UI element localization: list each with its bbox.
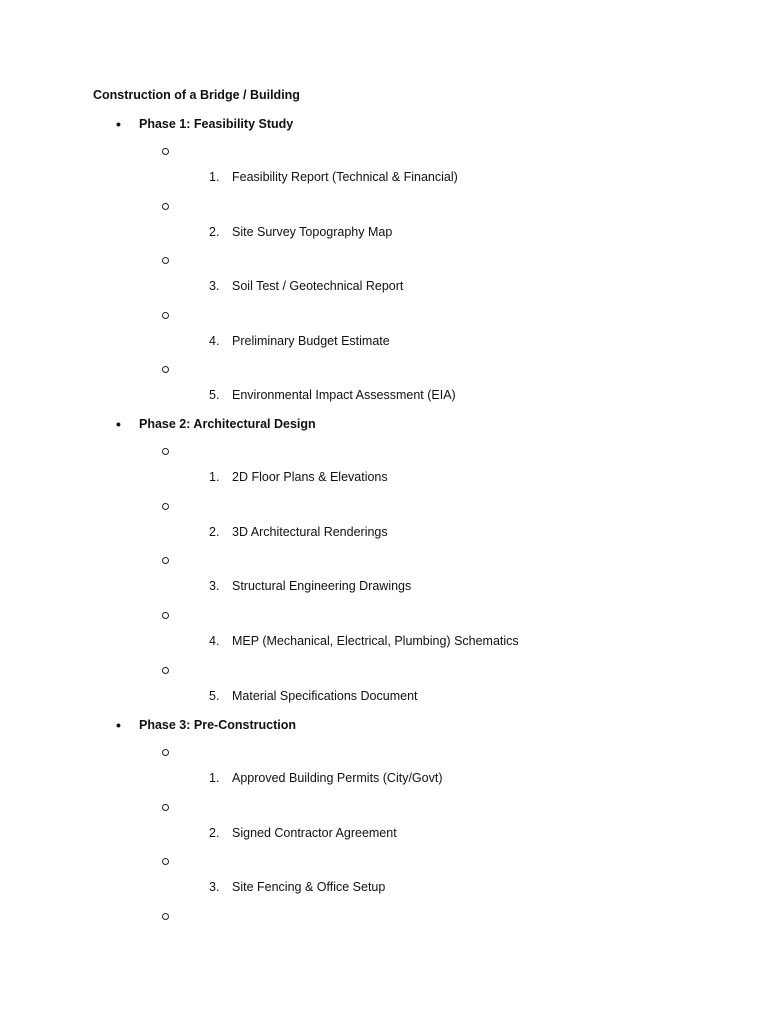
- item-text: Structural Engineering Drawings: [232, 579, 412, 593]
- hollow-circle-icon: [162, 612, 169, 619]
- hollow-circle-icon: [162, 503, 169, 510]
- hollow-circle-icon: [162, 858, 169, 865]
- list-item: [0, 635, 768, 651]
- item-text: Soil Test / Geotechnical Report: [232, 279, 404, 293]
- bullet-icon: •: [116, 717, 121, 733]
- hollow-circle-icon: [162, 557, 169, 564]
- item-text: Signed Contractor Agreement: [232, 826, 397, 840]
- item-number: 3.: [209, 279, 220, 293]
- phase-label: Phase 3: Pre-Construction: [139, 718, 296, 732]
- hollow-circle-icon: [162, 667, 169, 674]
- document-title: Construction of a Bridge / Building: [93, 88, 300, 102]
- phase-2-heading: [0, 417, 768, 433]
- item-number: 4.: [209, 634, 220, 648]
- item-text: 3D Architectural Renderings: [232, 525, 388, 539]
- item-text: MEP (Mechanical, Electrical, Plumbing) Schematics: [232, 634, 519, 648]
- hollow-circle-icon: [162, 448, 169, 455]
- item-number: 1.: [209, 470, 220, 484]
- bullet-icon: •: [116, 416, 121, 432]
- hollow-circle-icon: [162, 312, 169, 319]
- item-number: 1.: [209, 170, 220, 184]
- list-item: [0, 580, 768, 596]
- list-item: [0, 280, 768, 296]
- list-item: [0, 471, 768, 487]
- list-item: [0, 389, 768, 405]
- phase-label: Phase 1: Feasibility Study: [139, 117, 294, 131]
- item-number: 2.: [209, 225, 220, 239]
- list-item: [0, 772, 768, 788]
- phase-3-heading: [0, 718, 768, 734]
- item-text: Preliminary Budget Estimate: [232, 334, 390, 348]
- item-number: 5.: [209, 689, 220, 703]
- item-number: 5.: [209, 388, 220, 402]
- item-number: 3.: [209, 579, 220, 593]
- item-number: 2.: [209, 525, 220, 539]
- item-text: Feasibility Report (Technical & Financial): [232, 170, 458, 184]
- item-text: 2D Floor Plans & Elevations: [232, 470, 388, 484]
- hollow-circle-icon: [162, 203, 169, 210]
- item-text: Material Specifications Document: [232, 689, 418, 703]
- item-text: Environmental Impact Assessment (EIA): [232, 388, 456, 402]
- item-text: Site Fencing & Office Setup: [232, 880, 386, 894]
- item-number: 2.: [209, 826, 220, 840]
- hollow-circle-icon: [162, 804, 169, 811]
- hollow-circle-icon: [162, 913, 169, 920]
- hollow-circle-icon: [162, 257, 169, 264]
- hollow-circle-icon: [162, 366, 169, 373]
- list-item: [0, 171, 768, 187]
- bullet-icon: •: [116, 116, 121, 132]
- list-item: [0, 335, 768, 351]
- hollow-circle-icon: [162, 148, 169, 155]
- item-number: 1.: [209, 771, 220, 785]
- phase-1-heading: [0, 117, 768, 133]
- list-item: [0, 226, 768, 242]
- list-item: [0, 526, 768, 542]
- list-item: [0, 690, 768, 706]
- phase-label: Phase 2: Architectural Design: [139, 417, 316, 431]
- list-item: [0, 827, 768, 843]
- item-number: 4.: [209, 334, 220, 348]
- item-text: Site Survey Topography Map: [232, 225, 393, 239]
- item-number: 3.: [209, 880, 220, 894]
- list-item: [0, 881, 768, 897]
- item-text: Approved Building Permits (City/Govt): [232, 771, 443, 785]
- hollow-circle-icon: [162, 749, 169, 756]
